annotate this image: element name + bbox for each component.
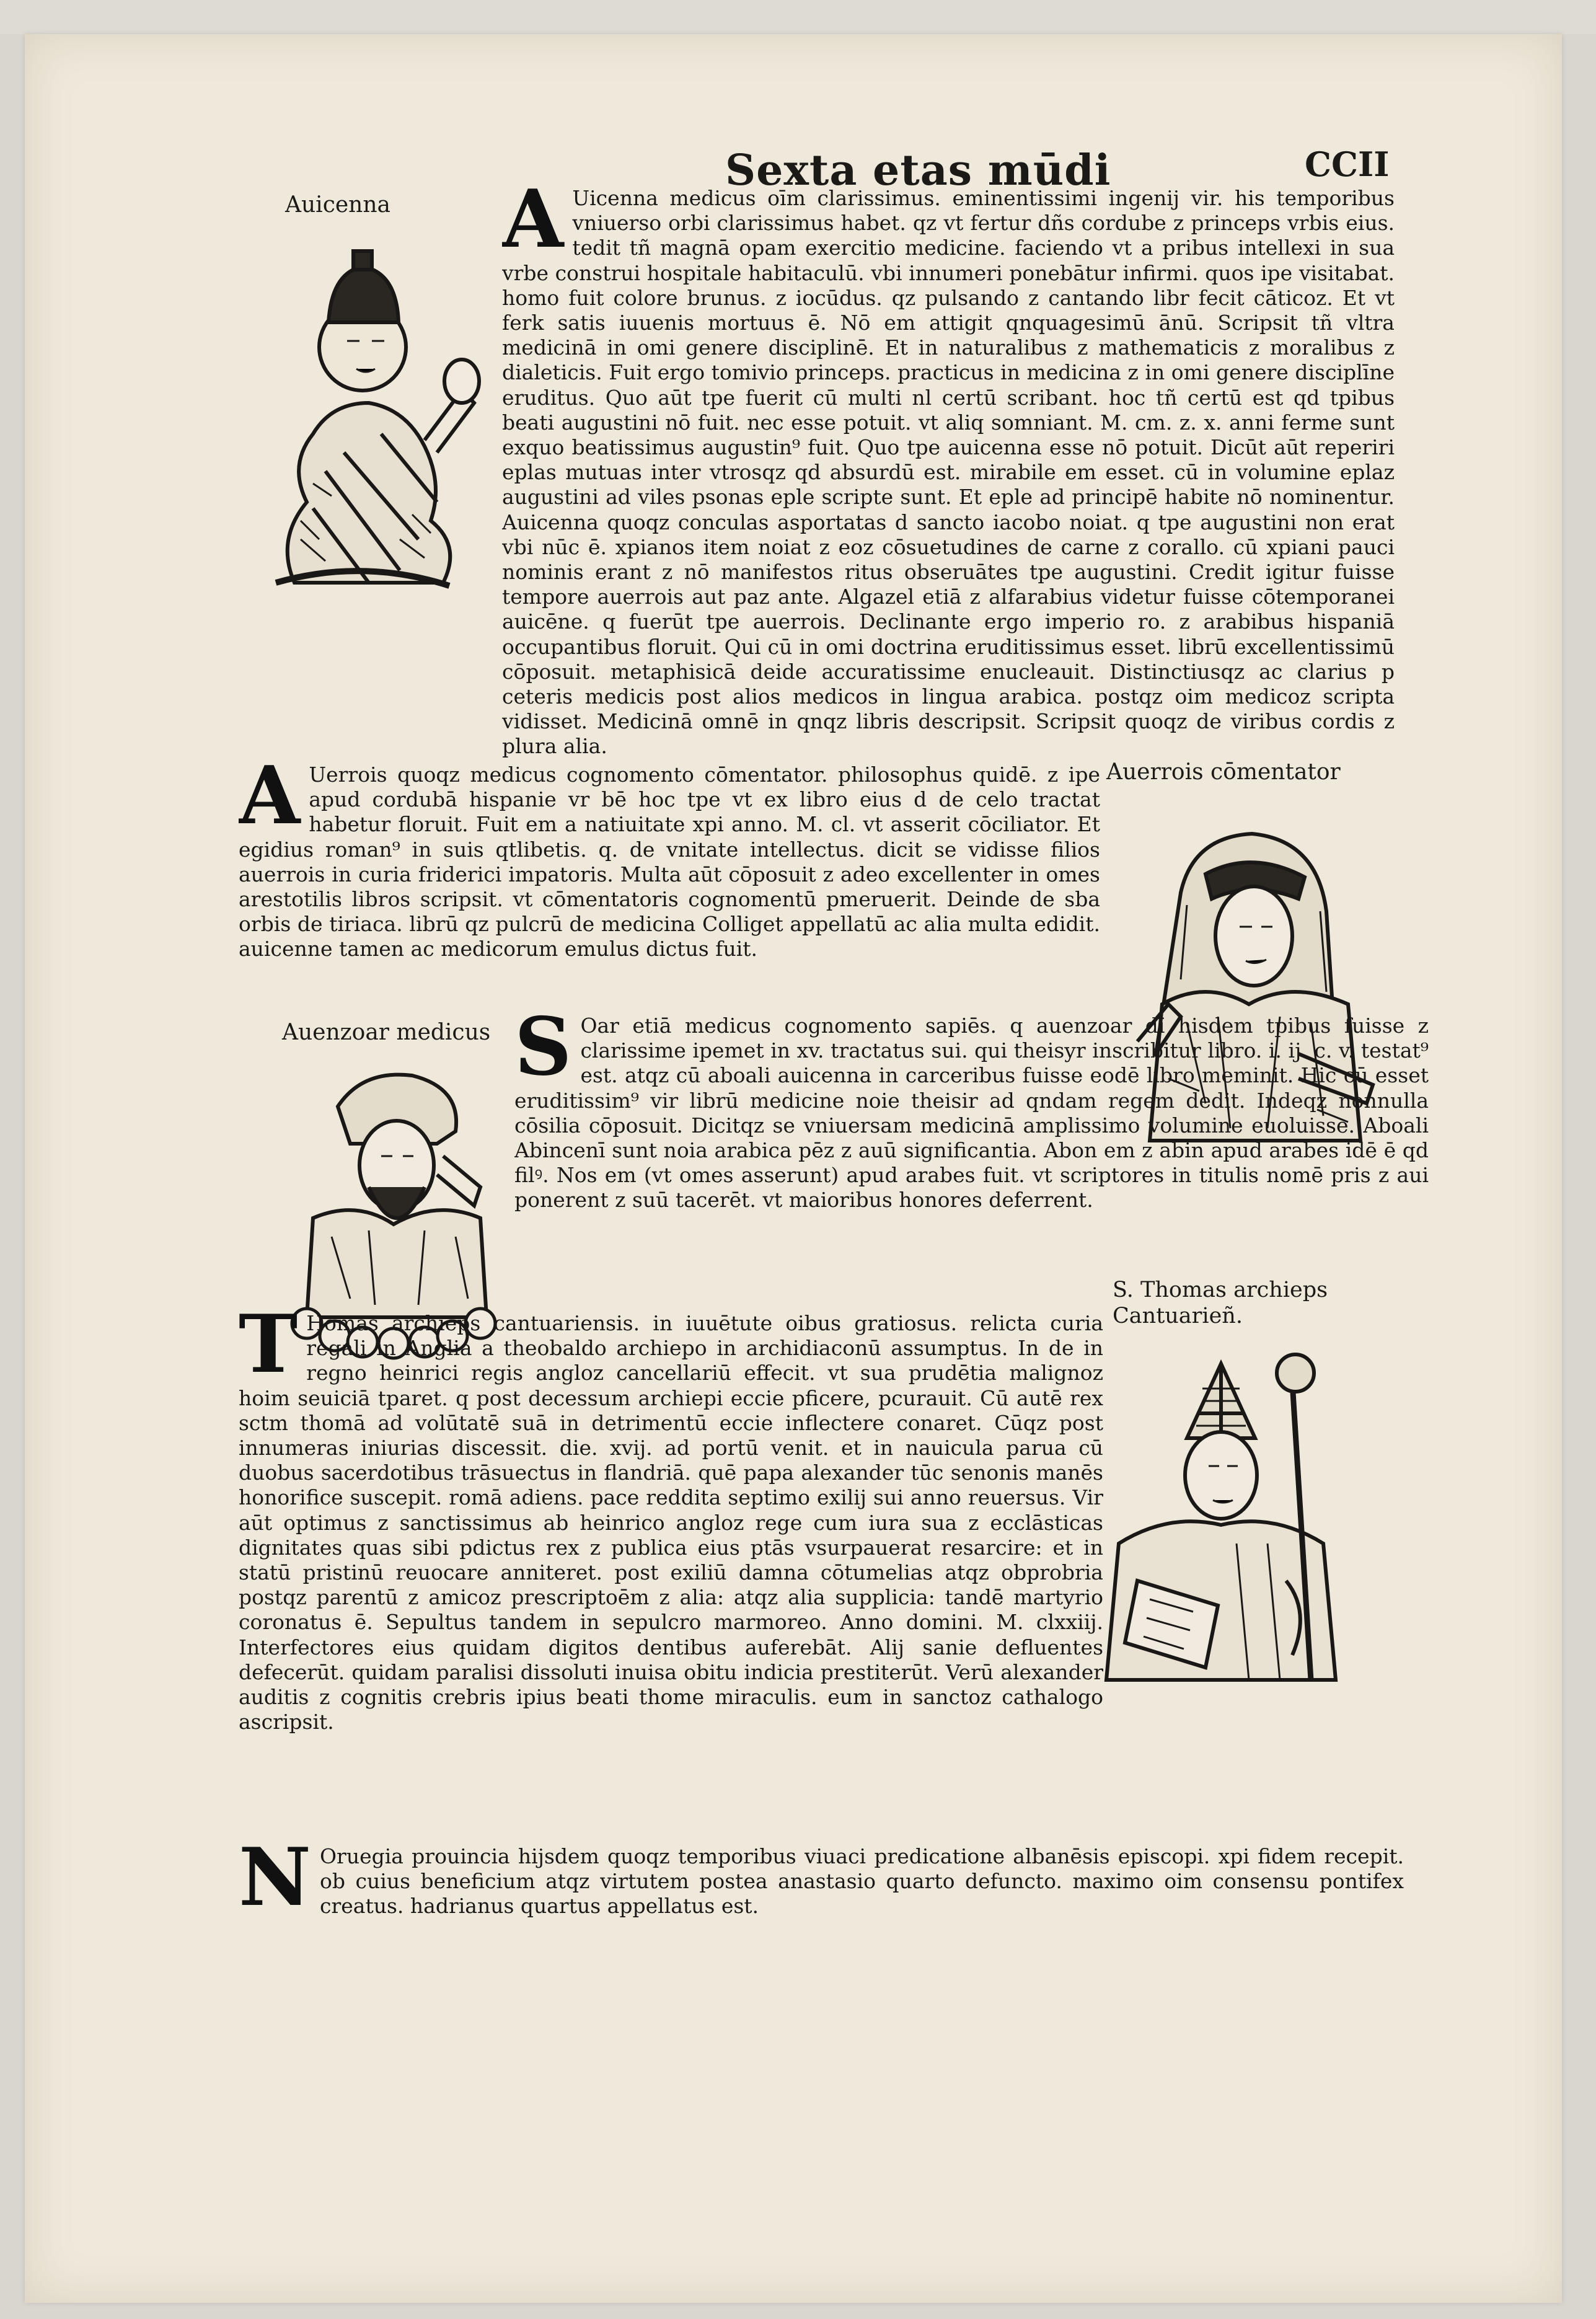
drop-initial-avenzoar: S (514, 1014, 572, 1093)
running-title: Sexta etas mūdi (725, 146, 1111, 195)
caption-avenzoar: Auenzoar medicus (282, 1020, 491, 1045)
caption-thomas: S. Thomas archieps Cantuarieñ. (1113, 1278, 1328, 1328)
text-avenzoar: Oar etiā medicus cognomento sapiēs. q auenzoar dī hisdem tpibus fuisse z clarissime ipemet in xv. tractatus sui. qui theisyr inscribitur libro. i. ij. c. v. testat⁹ est. atqz cū aboali auicenna in carceribus fuisse eodē libro meminit. Hic cū esset eruditissim⁹ vir librū medicine noie theisir ad qndam regem dedit. Indeqz nonnulla cōsilia cōposuit. Dicitqz se vniuersam medicinā amplissimo volumine euoluisse. Aboali Abincenī sunt noia arabica pēz z auū significantia. Abon em z abin apud arabes idē ē qd filꝰ. Nos em (vt omes asserunt) apud arabes fuit. vt scriptores in titulis nomē pris z aui ponerent z suū tacerēt. vt maioribus honores deferrent. (514, 1014, 1429, 1213)
drop-initial-avicenna: A (502, 186, 564, 266)
portrait-avicenna (239, 248, 487, 595)
drop-initial-norway: N (239, 1844, 311, 1924)
portrait-thomas (1082, 1345, 1360, 1692)
page-top-edge (0, 0, 1596, 34)
text-norway: Oruegia prouincia hijsdem quoqz temporibus viuaci predicatione albanēsis episcopi. xpi fidem recepit. ob cuius beneficium atqz virtutem postea anastasio quarto defuncto. maximo oim consensu pontifex creatus. hadrianus quartus appellatus est. (320, 1844, 1404, 1919)
folio-number: CCII (1305, 144, 1390, 184)
caption-averrois: Auerrois cōmentator (1106, 759, 1341, 785)
drop-initial-averrois: A (239, 762, 301, 842)
paragraph-norway (239, 1844, 1404, 1943)
paragraph-averrois (239, 762, 1100, 1010)
text-averrois: Uerrois quoqz medicus cognomento cōmentator. philosophus quidē. z ipe apud cordubā hispanie vr bē hoc tpe vt ex libro eius d de celo tractat habetur floruit. Fuit em a natiuitate xpi anno. M. cl. vt asserit cōciliator. Et egidius roman⁹ in suis qtlibetis. q. de vnitate intellectus. dicit se vidisse filios auerrois in curia friderici impatoris. Multa aūt cōposuit z adeo excellenter in omes arestotilis libros scripsit. vt cōmentatoris cognomentū pmeruerit. Deinde de sba orbis de tiriaca. librū qz pulcrū de medicina Colliget appellatū ac alia multa edidit. auicenne tamen ac medicorum emulus dictus fuit. (239, 762, 1100, 961)
text-thomas: Homas archieps cantuariensis. in iuuētute oibus gratiosus. relicta curia regali in Anglia a theobaldo archiepo in archidiaconū assumptus. In de in regno heinrici regis angloz cancellariū effecit. vt sua prudētia malignoz hoim seuiciā tparet. q post decessum archiepi eccie pficere, pcurauit. Cū autē rex sctm thomā ad volūtatē suā in detrimentū eccie inflectere conaret. Cūqz post innumeras iniurias discessit. die. xvij. ad portū venit. et in nauicula parua cū duobus sacerdotibus trāsuectus in flandriā. quē papa alexander tūc senonis manēs honorifice suscepit. romā adiens. pace reddita septimo exilij sui anno reuersus. Vir aūt optimus z sanctissimus ab heinrico angloz rege cum iura sua z ecclāsticas dignitates quas sibi pdictus rex z publica eius ptās vsurpauerat resarcire: et in statū pristinū reuocare anniteret. post exiliū damna cōtumelias atqz obprobria postqz parentū z amicoz prescriptoēm z alia: atqz alia supplicia: tandē martyrio coronatus ē. Sepultus tandem in sepulcro marmoreo. Anno domini. M. clxxiij. Interfectores eius quidam digitos dentibus auferebāt. Alij sanie defluentes defecerūt. quidam paralisi dissoluti inuisa obitu indicia prestiterūt. Verū alexander auditis z cognitis crebris ipius beati thome miraculis. eum in sanctoz cathalogo ascripsit. (239, 1311, 1103, 1734)
caption-avicenna: Auicenna (285, 192, 390, 218)
drop-initial-thomas: T (239, 1311, 298, 1391)
book-page (25, 34, 1562, 2303)
paragraph-avenzoar (514, 1014, 1429, 1317)
text-avicenna: Uicenna medicus oīm clarissimus. eminentissimi ingenij vir. his temporibus vniuerso orbi clarissimus habet. qz vt fertur dñs cordube z princeps vrbis eius. tedit tñ magnā opam exercitio medicine. faciendo vt a pribus intellexi in sua vrbe construi hospitale habitaculū. vbi innumeri ponebātur infirmi. quos ipe visitabat. homo fuit colore brunus. z iocūdus. qz pulsando z cantando libr fecit cāticoz. Et vt ferk satis iuuenis mortuus ē. Nō em attigit qnquagesimū ānū. Scripsit tñ vltra medicinā in omi genere disciplinē. Et in naturalibus z mathematicis z moralibus z dialeticis. Fuit ergo tomivio princeps. practicus in medicina z in omi genere disciplīne eruditus. Quo aūt tpe fuerit cū multi nl certū scribant. hoc tñ certū est qd tpibus beati augustini nō fuit. nec esse potuit. vt aliq somniant. M. cm. z. x. anni ferme sunt exquo beatissimus augustin⁹ fuit. Quo tpe auicenna esse nō potuit. Dicūt aūt reperiri eplas mutuas inter vtrosqz qd absurdū est. mirabile em esset. cū in volumine eplaz augustini ad viles psonas eple scripte sunt. Et eple ad principē habite nō nominentur. Auicenna quoqz conculas asportatas d sancto iacobo noiat. q tpe augustini non erat vbi nūc ē. xpianos item noiat z eoz cōsuetudines de carne z corallo. cū xpiani pauci nominis erant z nō manifestos ritus obseruātes tpe augustini. Credit igitur fuisse tempore auerrois aut paz ante. Algazel etiā z alfarabius videtur fuisse cōtemporanei auicēne. q fuerūt tpe auerrois. Declinante ergo imperio ro. z arabibus hispaniā occupantibus floruit. Qui cū in omi doctrina eruditissimus esset. librū excellentissimū cōposuit. metaphisicā deide accuratissime enucleauit. Distinctiusqz ac clarius p ceteris medicis post alios medicos in lingua arabica. postqz oim medicoz scripta vidisset. Medicinā omnē in qnqz libris descripsit. Scripsit quoqz de viribus cordis z plura alia. (502, 186, 1395, 759)
paragraph-thomas (239, 1311, 1103, 1795)
paragraph-avicenna (502, 186, 1395, 762)
